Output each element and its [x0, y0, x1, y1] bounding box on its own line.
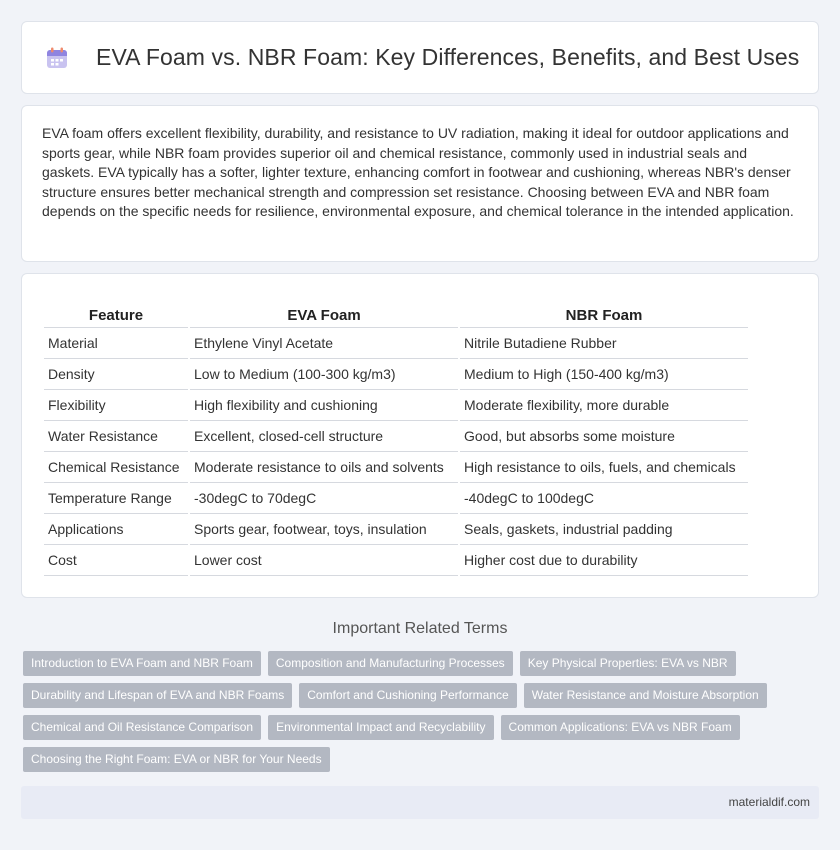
table-cell: Material [44, 328, 188, 359]
calendar-icon [46, 47, 68, 69]
related-terms-title: Important Related Terms [332, 620, 508, 637]
table-cell: Cost [44, 545, 188, 576]
related-term-tag[interactable]: Durability and Lifespan of EVA and NBR Foams [23, 683, 292, 708]
table-row [44, 421, 748, 452]
table-cell: High flexibility and cushioning [190, 390, 458, 421]
table-row [44, 452, 748, 483]
related-term-tag[interactable]: Choosing the Right Foam: EVA or NBR for Your Needs [23, 747, 330, 772]
table-cell: Water Resistance [44, 421, 188, 452]
table-cell: Sports gear, footwear, toys, insulation [190, 514, 458, 545]
table-cell: Seals, gaskets, industrial padding [460, 514, 748, 545]
table-cell: Applications [44, 514, 188, 545]
related-term-tag[interactable]: Environmental Impact and Recyclability [268, 715, 493, 740]
comparison-table [42, 304, 750, 576]
table-cell: Lower cost [190, 545, 458, 576]
table-cell: Ethylene Vinyl Acetate [190, 328, 458, 359]
table-cell: Nitrile Butadiene Rubber [460, 328, 748, 359]
column-header-feature: Feature [44, 304, 188, 328]
table-header-row [44, 304, 748, 328]
table-cell: Density [44, 359, 188, 390]
table-cell: Temperature Range [44, 483, 188, 514]
table-cell: Low to Medium (100-300 kg/m3) [190, 359, 458, 390]
table-cell: Flexibility [44, 390, 188, 421]
related-term-tag[interactable]: Water Resistance and Moisture Absorption [524, 683, 767, 708]
header-card [21, 21, 819, 94]
table-cell: Medium to High (150-400 kg/m3) [460, 359, 748, 390]
table-row [44, 483, 748, 514]
related-term-tag[interactable]: Comfort and Cushioning Performance [299, 683, 516, 708]
table-cell: Good, but absorbs some moisture [460, 421, 748, 452]
table-row [44, 514, 748, 545]
related-terms-list [23, 651, 823, 772]
table-cell: Moderate resistance to oils and solvents [190, 452, 458, 483]
related-term-tag[interactable]: Chemical and Oil Resistance Comparison [23, 715, 261, 740]
table-row [44, 545, 748, 576]
intro-paragraph: EVA foam offers excellent flexibility, durability, and resistance to UV radiation, making it ideal for outdoor applications and sports gear, while NBR foam provides superior oil and chemical resistance, commonly used in industrial seals and gaskets. EVA typically has a softer, lighter texture, enhancing comfort in footwear and cushioning, whereas NBR's denser structure ensures better mechanical strength and compression set resistance. Choosing between EVA and NBR foam depends on the specific needs for resilience, environmental exposure, and chemical tolerance in the intended application. [42, 125, 794, 219]
intro-card [21, 105, 819, 262]
table-cell: -30degC to 70degC [190, 483, 458, 514]
related-term-tag[interactable]: Introduction to EVA Foam and NBR Foam [23, 651, 261, 676]
table-row [44, 359, 748, 390]
column-header-eva: EVA Foam [190, 304, 458, 328]
table-cell: Higher cost due to durability [460, 545, 748, 576]
comparison-table-card [21, 273, 819, 598]
table-cell: Chemical Resistance [44, 452, 188, 483]
table-cell: Excellent, closed-cell structure [190, 421, 458, 452]
table-row [44, 328, 748, 359]
column-header-nbr: NBR Foam [460, 304, 748, 328]
footer [21, 786, 819, 819]
related-term-tag[interactable]: Key Physical Properties: EVA vs NBR [520, 651, 736, 676]
page-title: EVA Foam vs. NBR Foam: Key Differences, Benefits, and Best Uses [96, 44, 800, 70]
table-cell: -40degC to 100degC [460, 483, 748, 514]
table-cell: Moderate flexibility, more durable [460, 390, 748, 421]
related-term-tag[interactable]: Composition and Manufacturing Processes [268, 651, 513, 676]
table-cell: High resistance to oils, fuels, and chemicals [460, 452, 748, 483]
related-term-tag[interactable]: Common Applications: EVA vs NBR Foam [501, 715, 740, 740]
footer-site-link[interactable]: materialdif.com [728, 795, 810, 809]
table-row [44, 390, 748, 421]
